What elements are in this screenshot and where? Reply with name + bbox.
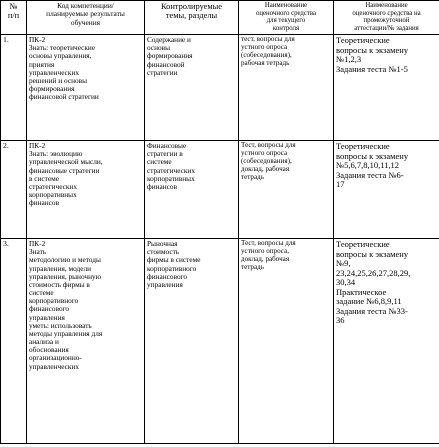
- text-line: методологию и методы: [29, 255, 101, 265]
- text-line: Код компетенции/: [57, 1, 114, 10]
- text-line: стоимость: [147, 247, 180, 257]
- text-line: финансового: [29, 304, 70, 314]
- text-line: Теоретические: [336, 35, 390, 45]
- current-tool-cell: [239, 239, 334, 444]
- text-line: стратегических: [147, 165, 195, 175]
- text-line: Практическое: [336, 286, 387, 297]
- text-line: формирования: [29, 84, 75, 94]
- text-line: Наименование: [264, 2, 308, 9]
- text-line: доклад, рабочая: [241, 254, 290, 263]
- text-line: оценочного средства на: [352, 9, 421, 17]
- text-line: управленческих: [29, 361, 80, 371]
- text-line: ПК-2: [29, 239, 46, 248]
- text-line: стратегических: [29, 181, 77, 191]
- text-line: 2.: [3, 141, 9, 150]
- text-line: системе: [147, 157, 172, 167]
- text-line: Контролируемые: [160, 2, 223, 11]
- row-number: [1, 141, 27, 239]
- topic-cell: [145, 35, 239, 141]
- text-line: вопросы к экзамену: [336, 44, 409, 55]
- header-competence: [27, 1, 145, 35]
- text-line: управленческой мысли,: [29, 157, 103, 167]
- text-line: Рыночная: [147, 239, 178, 248]
- text-line: Содержание и: [147, 35, 191, 44]
- text-line: 3.: [3, 239, 9, 248]
- text-line: корпоративных: [147, 173, 195, 183]
- text-line: формирования: [147, 51, 193, 61]
- text-line: корпоративного: [147, 263, 197, 273]
- text-line: финансов: [147, 181, 178, 191]
- text-line: №5,6,7,8,10,11,12: [336, 160, 400, 171]
- competence-cell: [27, 141, 145, 239]
- text-line: управленческих: [29, 67, 80, 77]
- text-line: обоснования: [29, 345, 69, 355]
- text-line: стратегии: [147, 67, 178, 77]
- text-line: приятия: [29, 59, 55, 69]
- text-line: Теоретические: [336, 141, 390, 151]
- text-line: п/п: [7, 11, 20, 21]
- text-line: для текущего: [266, 17, 306, 25]
- text-line: анализа и: [29, 337, 59, 347]
- interim-tool-cell: [334, 239, 439, 444]
- text-line: Знать: теоретические: [29, 43, 96, 53]
- interim-tool-cell: [334, 141, 439, 239]
- text-line: финансового: [147, 271, 188, 281]
- topic-cell: [145, 141, 239, 239]
- text-line: №1,2,3: [336, 54, 362, 65]
- header-num: [1, 1, 27, 35]
- text-line: тетрадь: [241, 262, 264, 271]
- text-line: финансовые стратегии: [29, 165, 100, 175]
- text-line: финансов: [29, 198, 60, 208]
- text-line: 30,34: [336, 277, 356, 288]
- text-line: 17: [336, 179, 345, 190]
- text-line: ПК-2: [29, 35, 46, 44]
- text-line: уметь: использовать: [29, 320, 92, 330]
- text-line: организационно-: [29, 353, 82, 363]
- text-line: основы: [147, 43, 170, 53]
- text-line: тест, вопросы для: [241, 35, 295, 43]
- text-line: вопросы к экзамену: [336, 248, 409, 259]
- text-line: управления, рыночную: [29, 271, 102, 281]
- text-line: тетрадь: [241, 172, 264, 181]
- text-line: фирмы в системе: [147, 255, 201, 265]
- text-line: в системе: [29, 173, 59, 183]
- row-number: [1, 35, 27, 141]
- header-interim-tool: [334, 1, 439, 35]
- text-line: планируемые результаты: [46, 9, 125, 19]
- text-line: управления, модели: [29, 263, 92, 273]
- header-current-tool: [239, 1, 334, 35]
- text-line: Задания теста №6-: [336, 169, 404, 180]
- text-line: ПК-2: [29, 141, 46, 150]
- text-line: Задания теста №33-: [336, 305, 408, 316]
- text-line: контроля: [272, 24, 300, 32]
- text-line: темы, разделы: [165, 11, 218, 21]
- text-line: основы управления,: [29, 51, 92, 61]
- text-line: Тест, вопросы для: [241, 239, 296, 247]
- text-line: оценочного средства: [255, 9, 316, 17]
- text-line: обучения: [70, 17, 101, 27]
- text-line: 1.: [3, 35, 9, 44]
- header-row: [1, 1, 439, 35]
- text-line: финансовой стратегии: [29, 92, 99, 102]
- current-tool-cell: [239, 35, 334, 141]
- text-line: №9,: [336, 258, 351, 269]
- text-line: (собеседования),: [241, 156, 292, 165]
- table-row: [1, 35, 439, 141]
- text-line: Тест, вопросы для: [241, 141, 296, 149]
- text-line: устного опроса: [241, 42, 288, 51]
- text-line: управления: [29, 312, 65, 322]
- text-line: Теоретические: [336, 239, 390, 249]
- text-line: 36: [336, 315, 345, 326]
- competence-cell: [27, 239, 145, 444]
- text-line: №: [9, 2, 18, 11]
- current-tool-cell: [239, 141, 334, 239]
- text-line: Финансовые: [147, 141, 187, 150]
- text-line: Знать: [29, 247, 47, 257]
- text-line: стоимость фирмы в: [29, 279, 90, 289]
- text-line: стратегии в: [147, 149, 183, 159]
- text-line: устного опроса: [241, 148, 288, 157]
- text-line: Наименование: [365, 2, 408, 9]
- row-number: [1, 239, 27, 444]
- text-line: финансовой: [147, 59, 185, 69]
- interim-tool-cell: [334, 35, 439, 141]
- text-line: Знать: эволюцию: [29, 149, 83, 159]
- text-line: (собеседования),: [241, 50, 292, 59]
- text-line: методы управления для: [29, 328, 103, 338]
- header-topics: [145, 1, 239, 35]
- text-line: вопросы к экзамену: [336, 150, 409, 161]
- text-line: решений и основы: [29, 75, 87, 85]
- text-line: рабочая тетрадь: [241, 58, 290, 67]
- text-line: Задания теста №1-5: [336, 63, 408, 74]
- text-line: корпоративных: [29, 190, 77, 200]
- text-line: корпоративного: [29, 296, 79, 306]
- text-line: аттестации/№ задания: [354, 24, 419, 32]
- text-line: системе: [29, 288, 54, 298]
- competence-cell: [27, 35, 145, 141]
- text-line: устного опроса,: [241, 246, 289, 255]
- table-row: [1, 141, 439, 239]
- text-line: задание №6,8,9,11: [336, 296, 402, 307]
- text-line: доклад, рабочая: [241, 164, 290, 173]
- text-line: управления: [147, 279, 183, 289]
- topic-cell: [145, 239, 239, 444]
- text-line: промежуточной: [363, 17, 410, 25]
- table-row: [1, 239, 439, 444]
- text-line: 23,24,25,26,27,28,29,: [336, 267, 411, 278]
